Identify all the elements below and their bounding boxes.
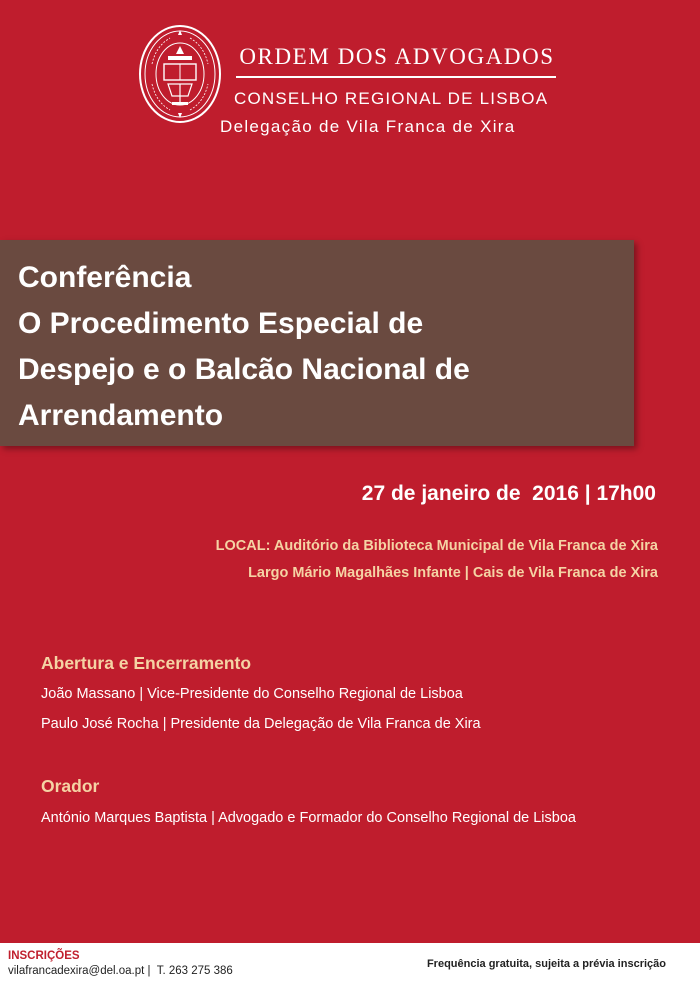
event-address: Largo Mário Magalhães Infante | Cais de Vila Franca de Xira: [248, 565, 658, 581]
title-line: Conferência: [18, 261, 192, 294]
regional-council: CONSELHO REGIONAL DE LISBOA: [234, 89, 549, 108]
speaker-entry: António Marques Baptista | Advogado e Formador do Conselho Regional de Lisboa: [41, 810, 576, 826]
speaker-entry: Paulo José Rocha | Presidente da Delegação de Vila Franca de Xira: [41, 716, 481, 732]
opening-heading: Abertura e Encerramento: [41, 653, 252, 673]
speaker-heading: Orador: [41, 776, 100, 796]
registration-contact[interactable]: vilafrancadexira@del.oa.pt | T. 263 275 386: [8, 965, 233, 977]
title-line: O Procedimento Especial de: [18, 307, 424, 340]
delegation-name: Delegação de Vila Franca de Xira: [220, 117, 516, 136]
free-attendance-note: Frequência gratuita, sujeita a prévia inscrição: [426, 958, 666, 970]
ordem-advogados-seal-icon: [138, 24, 222, 124]
title-line: Despejo e o Balcão Nacional de: [18, 353, 470, 386]
title-band: [0, 240, 634, 446]
org-name: ORDEM DOS ADVOGADOS: [239, 44, 555, 69]
header-divider: [236, 76, 556, 78]
registration-label: INSCRIÇÕES: [8, 950, 80, 962]
footer-bar: [0, 943, 700, 990]
speaker-entry: João Massano | Vice-Presidente do Conselho Regional de Lisboa: [41, 686, 463, 702]
title-line: Arrendamento: [18, 399, 224, 432]
event-date-time: 27 de janeiro de 2016 | 17h00: [361, 482, 656, 505]
event-location: LOCAL: Auditório da Biblioteca Municipal de Vila Franca de Xira: [215, 538, 658, 554]
